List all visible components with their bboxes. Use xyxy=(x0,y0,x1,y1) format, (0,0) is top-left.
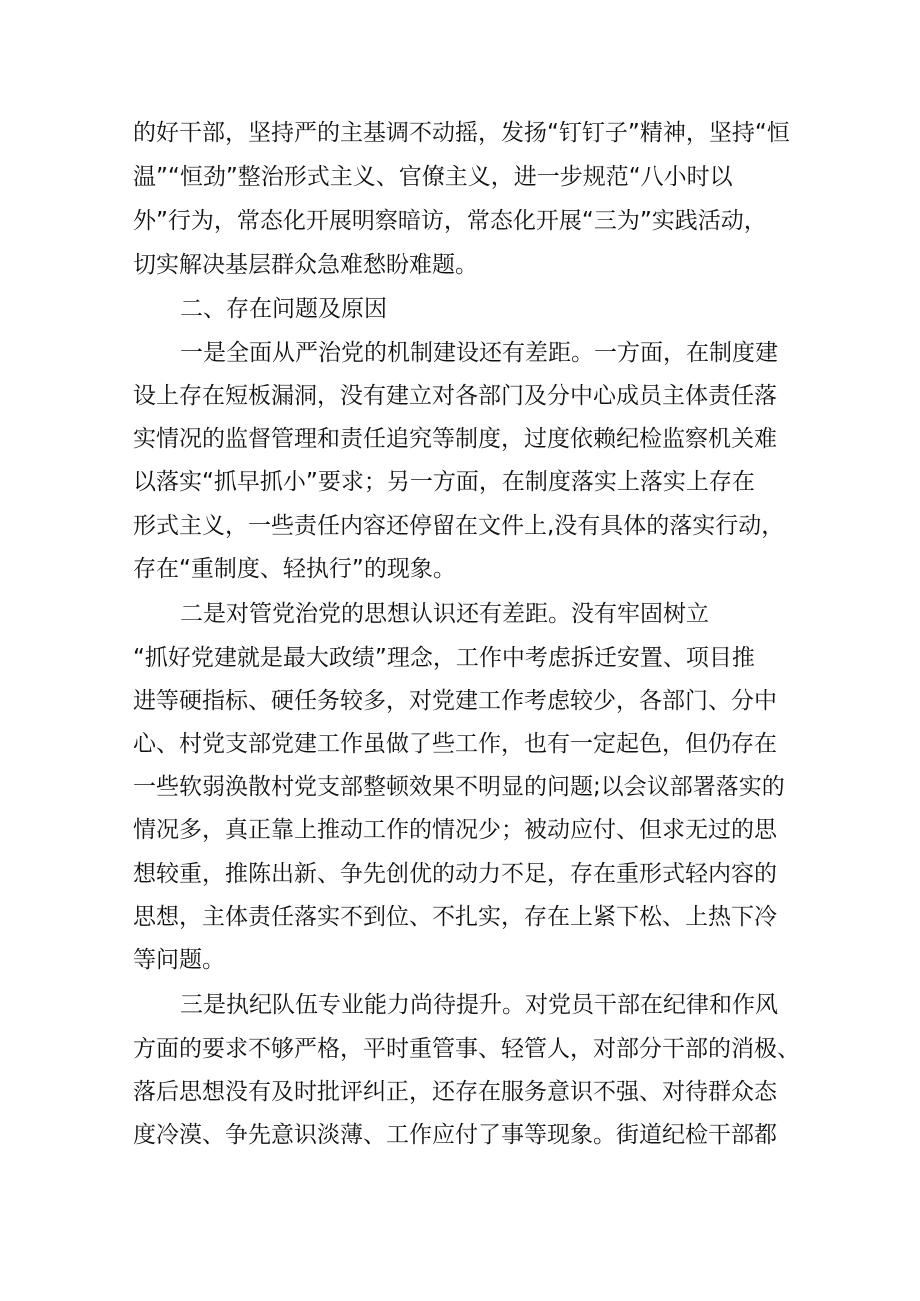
text-line-17: 情况多，真正靠上推动工作的情况少；被动应付、但求无过的思 xyxy=(133,817,777,843)
text-line-6: 一是全面从严治党的机制建设还有差距。一方面，在制度建 xyxy=(180,340,778,366)
text-line-20: 等问题。 xyxy=(133,947,225,973)
text-line-10: 形式主义，一些责任内容还停留在文件上,没有具体的落实行动， xyxy=(133,513,785,539)
text-line-19: 思想，主体责任落实不到位、不扎实，存在上紧下松、上热下冷 xyxy=(133,904,777,930)
text-line-24: 度冷漠、争先意识淡薄、工作应付了事等现象。街道纪检干部都 xyxy=(133,1122,777,1148)
text-line-13: “抓好党建就是最大政绩”理念，工作中考虑拆迁安置、项目推 xyxy=(133,645,755,671)
text-line-21: 三是执纪队伍专业能力尚待提升。对党员干部在纪律和作风 xyxy=(180,992,778,1018)
text-line-18: 想较重，推陈出新、争先创优的动力不足，存在重形式轻内容的 xyxy=(133,861,777,887)
section-heading: 二、存在问题及原因 xyxy=(180,296,387,322)
text-line-12: 二是对管党治党的思想认识还有差距。没有牢固树立 xyxy=(180,601,709,627)
text-line-2: 温”“恒劲”整治形式主义、官僚主义，进一步规范“八小时以 xyxy=(133,164,733,190)
text-line-15: 心、村党支部党建工作虽做了些工作，也有一定起色，但仍存在 xyxy=(133,731,777,757)
text-line-22: 方面的要求不够严格，平时重管事、轻管人，对部分干部的消极、 xyxy=(133,1036,800,1062)
text-line-23: 落后思想没有及时批评纠正，还存在服务意识不强、对待群众态 xyxy=(133,1079,777,1105)
text-line-14: 进等硬指标、硬任务较多，对党建工作考虑较少，各部门、分中 xyxy=(133,688,777,714)
text-line-16: 一些软弱涣散村党支部整顿效果不明显的问题;以会议部署落实的 xyxy=(133,774,785,800)
text-line-1: 的好干部，坚持严的主基调不动摇，发扬“钉钉子”精神，坚持“恒 xyxy=(133,120,790,146)
text-line-7: 设上存在短板漏洞，没有建立对各部门及分中心成员主体责任落 xyxy=(133,383,777,409)
text-line-11: 存在“重制度、轻执行”的现象。 xyxy=(133,556,456,582)
text-line-4: 切实解决基层群众急难愁盼难题。 xyxy=(133,252,478,278)
text-line-8: 实情况的监督管理和责任追究等制度，过度依赖纪检监察机关难 xyxy=(133,426,777,452)
text-line-3: 外”行为，常态化开展明察暗访，常态化开展“三为”实践活动， xyxy=(133,208,767,234)
text-line-9: 以落实“抓早抓小”要求；另一方面，在制度落实上落实上存在 xyxy=(133,469,755,495)
